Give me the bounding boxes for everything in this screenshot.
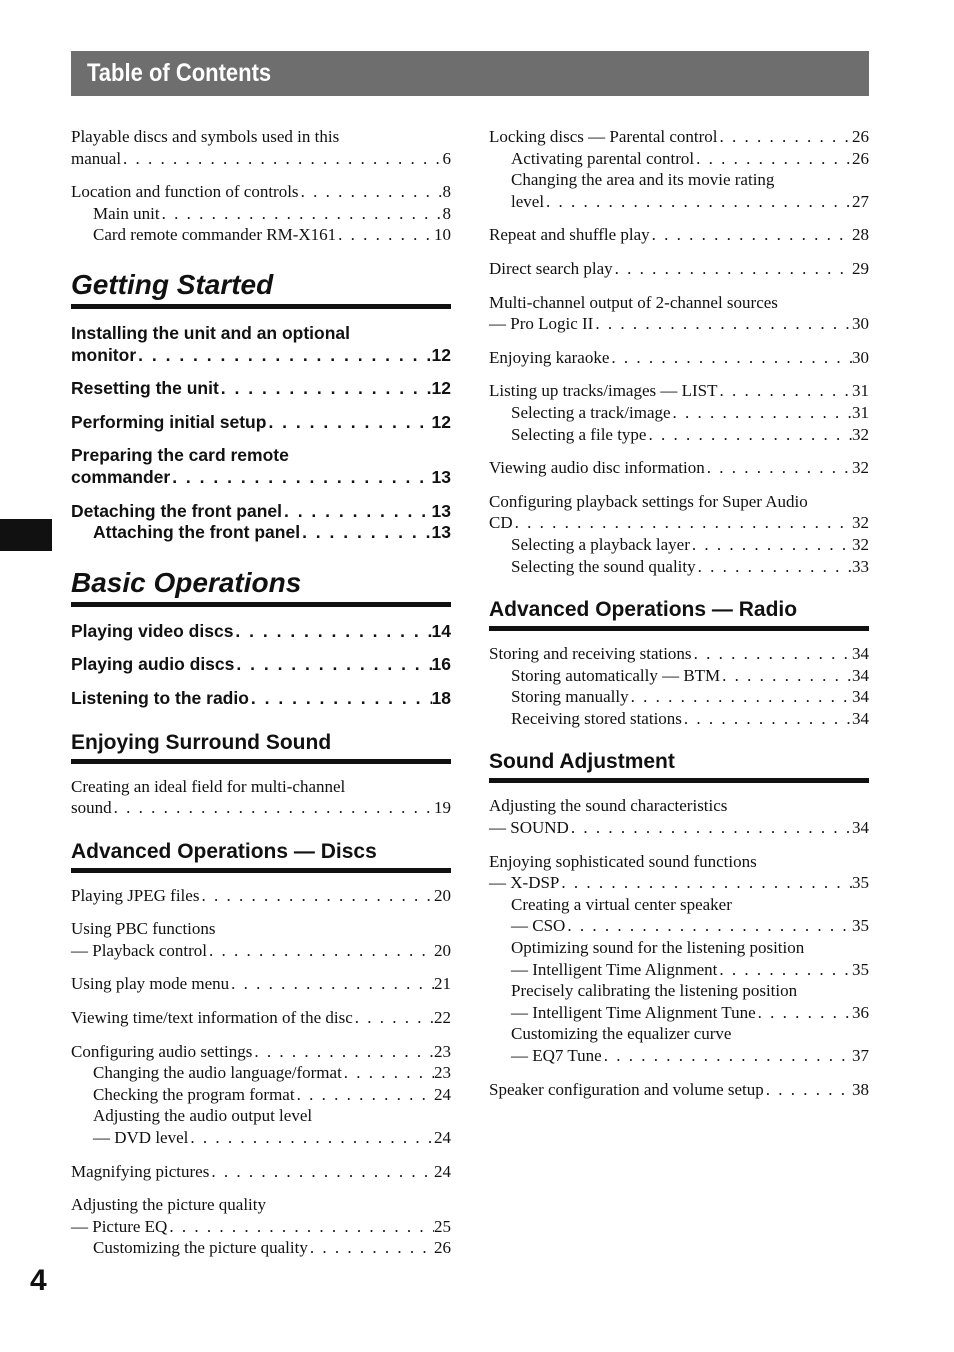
dot-leader [252, 1041, 434, 1063]
page-title: Table of Contents [87, 59, 272, 87]
toc-entry[interactable] [489, 1079, 869, 1101]
toc-entry[interactable] [489, 795, 869, 838]
dot-leader [219, 378, 432, 400]
chapter-tab-marker [0, 519, 52, 551]
toc-entry-title: Performing initial setup [71, 411, 267, 432]
toc-subentry-line [489, 980, 869, 1002]
toc-entry-title: Location and function of controls [71, 182, 299, 202]
dot-leader [209, 1161, 434, 1183]
toc-entry-line [489, 258, 869, 280]
dot-leader [629, 686, 852, 708]
toc-page-number: 26 [852, 148, 869, 168]
toc-entry-line [489, 313, 869, 335]
dot-leader [160, 203, 443, 225]
toc-subentry-line [489, 937, 869, 959]
toc-entry[interactable] [71, 378, 451, 400]
toc-entry[interactable] [71, 412, 451, 434]
toc-page-number: 27 [852, 191, 869, 211]
toc-entry-title: Listening to the radio [71, 687, 249, 708]
toc-entry[interactable] [71, 1161, 451, 1183]
dot-leader [229, 973, 434, 995]
toc-subentry-line [489, 915, 869, 937]
dot-leader [694, 148, 852, 170]
toc-entry-title: Repeat and shuffle play [489, 225, 650, 245]
dot-leader [342, 1062, 434, 1084]
toc-entry-line [71, 323, 451, 345]
toc-entry-line [489, 292, 869, 314]
toc-entry-line [71, 378, 451, 400]
toc-page-number: 31 [852, 381, 869, 401]
toc-subentry-line [489, 665, 869, 687]
dot-leader [692, 643, 852, 665]
toc-entry-title: — Playback control [71, 940, 207, 960]
dot-leader [705, 457, 852, 479]
toc-entry-title: Magnifying pictures [71, 1161, 210, 1181]
toc-page-number: 36 [852, 1002, 869, 1022]
toc-entry-line [71, 412, 451, 434]
toc-entry-title: Playing JPEG files [71, 885, 200, 905]
toc-page-number: 30 [852, 314, 869, 334]
toc-entry-title: — Picture EQ [71, 1216, 168, 1236]
toc-entry[interactable] [489, 292, 869, 335]
toc-entry-line [489, 512, 869, 534]
dot-leader [266, 412, 431, 434]
dot-leader [559, 872, 852, 894]
dot-leader [234, 654, 431, 676]
toc-entry-line [71, 1161, 451, 1183]
dot-leader [720, 665, 852, 687]
toc-entry-title: Viewing audio disc information [489, 458, 705, 478]
toc-entry[interactable] [489, 347, 869, 369]
toc-entry-line [71, 654, 451, 676]
dot-leader [295, 1084, 434, 1106]
subsection-heading-advanced-operations-radio: Advanced Operations — Radio [489, 597, 869, 631]
toc-entry-line [71, 1007, 451, 1029]
toc-entry[interactable] [71, 885, 451, 907]
page-number: 4 [30, 1264, 47, 1297]
dot-leader [170, 467, 431, 489]
toc-entry-title: Changing the audio language/format [93, 1063, 342, 1083]
toc-entry-title: Storing automatically — BTM [511, 665, 721, 685]
toc-entry-title: Speaker configuration and volume setup [489, 1079, 764, 1099]
toc-subentry-line [489, 1045, 869, 1067]
dot-leader [136, 345, 431, 367]
toc-subentry-line [71, 1127, 451, 1149]
toc-entry-title: Changing the area and its movie rating [511, 170, 775, 190]
toc-entry-title: Using PBC functions [71, 919, 216, 939]
toc-entry-title: Storing manually [511, 687, 629, 707]
toc-subentry-line [489, 686, 869, 708]
toc-page-number: 21 [434, 974, 451, 994]
toc-entry-title: CD [489, 513, 513, 533]
toc-entry-line [489, 347, 869, 369]
toc-subentry-line [489, 959, 869, 981]
toc-entry-title: Selecting a file type [511, 424, 647, 444]
toc-entry-line [489, 457, 869, 479]
dot-leader [682, 708, 852, 730]
toc-entry-line [71, 1041, 451, 1063]
subsection-heading-enjoying-surround-sound: Enjoying Surround Sound [71, 730, 451, 764]
toc-page-number: 32 [852, 513, 869, 533]
toc-entry-title: Using play mode menu [71, 974, 230, 994]
dot-leader [188, 1127, 434, 1149]
toc-page-number: 34 [852, 665, 869, 685]
toc-entry-line [71, 345, 451, 367]
dot-leader [569, 817, 852, 839]
toc-entry[interactable] [489, 491, 869, 577]
toc-header-bar [71, 51, 869, 96]
toc-entry-line [71, 148, 451, 170]
toc-entry-line [71, 1216, 451, 1238]
toc-page-number: 14 [431, 620, 451, 641]
toc-entry-title: — Pro Logic II [489, 314, 594, 334]
toc-page-number: 32 [852, 424, 869, 444]
toc-entry-title: commander [71, 466, 171, 487]
dot-leader [249, 688, 432, 710]
dot-leader [282, 501, 432, 523]
toc-subentry-line [489, 424, 869, 446]
toc-entry-title: Main unit [93, 203, 160, 223]
toc-entry[interactable] [489, 224, 869, 246]
toc-entry-line [489, 872, 869, 894]
dot-leader [764, 1079, 852, 1101]
dot-leader [299, 181, 443, 203]
toc-page-number: 8 [442, 182, 451, 202]
toc-left-column [71, 126, 451, 1271]
toc-page-number: 34 [852, 708, 869, 728]
toc-entry-title: Locking discs — Parental control [489, 127, 718, 146]
toc-entry-line [71, 885, 451, 907]
toc-entry-line [489, 491, 869, 513]
toc-entry[interactable] [71, 501, 451, 544]
toc-entry-title: Activating parental control [511, 148, 695, 168]
toc-entry-title: Selecting a playback layer [511, 534, 690, 554]
toc-entry[interactable] [489, 643, 869, 729]
toc-entry[interactable] [71, 918, 451, 961]
dot-leader [690, 534, 852, 556]
dot-leader [167, 1216, 434, 1238]
toc-subentry-line [489, 191, 869, 213]
toc-page-number: 13 [431, 500, 451, 521]
toc-entry-title: Customizing the equalizer curve [511, 1024, 732, 1044]
toc-subentry-line [71, 224, 451, 246]
dot-leader [650, 224, 852, 246]
dot-leader [121, 148, 442, 170]
toc-entry-title: Playing audio discs [71, 654, 235, 675]
toc-subentry-line [489, 1002, 869, 1024]
toc-page-number: 38 [852, 1079, 869, 1099]
toc-entry-title: — CSO [511, 916, 566, 936]
dot-leader [544, 191, 852, 213]
toc-entry[interactable] [489, 457, 869, 479]
dot-leader [593, 313, 852, 335]
toc-entry[interactable] [71, 776, 451, 819]
toc-page-number: 32 [852, 534, 869, 554]
toc-entry-title: Configuring playback settings for Super Audio [489, 491, 808, 511]
toc-entry-line [71, 126, 451, 148]
dot-leader [233, 621, 431, 643]
toc-entry-line [71, 940, 451, 962]
dot-leader [336, 224, 434, 246]
toc-entry[interactable] [71, 654, 451, 676]
toc-entry-title: — EQ7 Tune [511, 1046, 602, 1065]
toc-page-number: 28 [852, 225, 869, 245]
toc-subentry-line [71, 203, 451, 225]
toc-page-number: 12 [431, 411, 451, 432]
dot-leader [718, 126, 852, 148]
toc-subentry-line [489, 169, 869, 191]
dot-leader [756, 1002, 852, 1024]
toc-entry-title: Resetting the unit [71, 378, 219, 399]
toc-subentry-line [489, 148, 869, 170]
dot-leader [112, 797, 434, 819]
toc-page-number: 24 [434, 1161, 451, 1181]
toc-entry[interactable] [489, 126, 869, 212]
toc-entry[interactable] [71, 181, 451, 246]
toc-entry-line [71, 621, 451, 643]
dot-leader [671, 402, 852, 424]
toc-page-number: 24 [434, 1084, 451, 1104]
toc-subentry-line [71, 1105, 451, 1127]
toc-entry-title: — Intelligent Time Alignment Tune [511, 1002, 756, 1022]
toc-entry-title: Installing the unit and an optional [71, 322, 351, 343]
toc-page-number: 35 [852, 873, 869, 893]
toc-page-number: 25 [434, 1216, 451, 1236]
toc-page-number: 16 [431, 654, 451, 675]
toc-entry-line [71, 1194, 451, 1216]
toc-entry-title: Checking the program format [93, 1084, 295, 1104]
toc-entry-title: Creating an ideal field for multi-channel [71, 776, 346, 796]
dot-leader [602, 1045, 852, 1067]
toc-entry-title: Detaching the front panel [71, 500, 282, 521]
toc-entry[interactable] [71, 688, 451, 710]
toc-entry[interactable] [71, 1007, 451, 1029]
toc-entry-title: — SOUND [489, 818, 569, 838]
toc-entry[interactable] [71, 323, 451, 366]
toc-page-number: 24 [434, 1128, 451, 1148]
toc-entry-line [71, 501, 451, 523]
subsection-heading-sound-adjustment: Sound Adjustment [489, 749, 869, 783]
toc-page-number: 20 [434, 885, 451, 905]
toc-entry-title: Playable discs and symbols used in this [71, 127, 340, 146]
toc-entry-title: Adjusting the audio output level [93, 1106, 313, 1126]
toc-entry-line [71, 973, 451, 995]
toc-entry-title: sound [71, 798, 112, 818]
toc-subentry-line [71, 1237, 451, 1259]
toc-entry-title: Enjoying karaoke [489, 347, 610, 367]
toc-entry-line [71, 181, 451, 203]
toc-subentry-line [489, 534, 869, 556]
dot-leader [613, 258, 852, 280]
toc-right-column [489, 126, 869, 1112]
toc-entry-title: Adjusting the sound characteristics [489, 796, 728, 816]
toc-entry-title: monitor [71, 344, 137, 365]
toc-entry[interactable] [71, 973, 451, 995]
dot-leader [308, 1237, 434, 1259]
toc-entry-title: Selecting the sound quality [511, 556, 696, 576]
toc-entry-line [489, 224, 869, 246]
dot-leader [513, 512, 852, 534]
toc-entry-title: Playing video discs [71, 620, 234, 641]
toc-page-number: 19 [434, 798, 451, 818]
toc-entry-title: Preparing the card remote [71, 445, 289, 466]
toc-subentry-line [71, 1062, 451, 1084]
toc-entry[interactable] [71, 621, 451, 643]
toc-page-number: 23 [434, 1063, 451, 1083]
toc-entry-line [489, 851, 869, 873]
toc-entry-title: Multi-channel output of 2-channel sources [489, 292, 778, 312]
toc-page-number: 13 [431, 466, 451, 487]
toc-subentry-line [489, 402, 869, 424]
toc-page-number: 33 [852, 556, 869, 576]
toc-page-number: 6 [442, 148, 451, 168]
toc-entry-title: Optimizing sound for the listening position [511, 938, 805, 958]
dot-leader [353, 1007, 434, 1029]
section-heading-getting-started: Getting Started [71, 268, 451, 309]
toc-entry-title: Selecting a track/image [511, 402, 671, 422]
toc-entry-line [71, 688, 451, 710]
toc-page-number: 10 [434, 225, 451, 245]
dot-leader [646, 424, 852, 446]
dot-leader [717, 959, 852, 981]
toc-page-number: 22 [434, 1008, 451, 1028]
toc-subentry-line [489, 1023, 869, 1045]
dot-leader [565, 915, 852, 937]
toc-subentry-line [489, 556, 869, 578]
toc-entry-line [71, 797, 451, 819]
toc-entry-title: Configuring audio settings [71, 1041, 253, 1061]
toc-page-number: 18 [431, 687, 451, 708]
toc-entry[interactable] [71, 126, 451, 169]
toc-entry-line [489, 1079, 869, 1101]
toc-entry-line [489, 643, 869, 665]
section-heading-basic-operations: Basic Operations [71, 566, 451, 607]
toc-page-number: 12 [431, 344, 451, 365]
toc-entry[interactable] [71, 1194, 451, 1259]
toc-page-number: 26 [852, 127, 869, 146]
toc-page-number: 23 [434, 1041, 451, 1061]
dot-leader [696, 556, 852, 578]
toc-entry[interactable] [71, 445, 451, 488]
toc-entry-line [489, 126, 869, 148]
toc-entry-line [71, 776, 451, 798]
dot-leader [300, 522, 431, 544]
toc-page-number: 34 [852, 644, 869, 664]
subsection-heading-advanced-operations-discs: Advanced Operations — Discs [71, 839, 451, 873]
toc-page-number: 35 [852, 916, 869, 936]
dot-leader [199, 885, 434, 907]
toc-subentry-line [71, 1084, 451, 1106]
toc-entry-title: — Intelligent Time Alignment [511, 959, 718, 979]
toc-page-number: 26 [434, 1238, 451, 1258]
toc-page-number: 30 [852, 347, 869, 367]
toc-subentry-line [489, 894, 869, 916]
toc-page-number: 37 [852, 1046, 869, 1065]
toc-page-number: 12 [431, 378, 451, 399]
toc-entry-title: manual [71, 148, 122, 168]
dot-leader [609, 347, 852, 369]
toc-subentry-line [489, 708, 869, 730]
toc-entry-title: Enjoying sophisticated sound functions [489, 851, 757, 871]
toc-entry-title: Listing up tracks/images — LIST [489, 381, 718, 401]
toc-entry[interactable] [71, 1041, 451, 1149]
toc-entry-title: Adjusting the picture quality [71, 1195, 266, 1215]
toc-page-number: 29 [852, 258, 869, 278]
toc-entry-title: Creating a virtual center speaker [511, 894, 732, 914]
toc-page-number: 8 [442, 203, 451, 223]
toc-entry-title: Viewing time/text information of the disc [71, 1008, 353, 1028]
toc-page-number: 31 [852, 402, 869, 422]
toc-entry-title: — X-DSP [489, 873, 560, 893]
toc-page-number: 13 [431, 522, 451, 543]
toc-page-number: 34 [852, 687, 869, 707]
toc-entry-line [71, 467, 451, 489]
dot-leader [718, 380, 852, 402]
toc-entry-title: Precisely calibrating the listening position [511, 981, 798, 1001]
toc-entry-line [71, 445, 451, 467]
dot-leader [207, 940, 434, 962]
toc-page-number: 34 [852, 818, 869, 838]
toc-entry-title: Card remote commander RM-X161 [93, 225, 337, 245]
toc-entry-title: Storing and receiving stations [489, 644, 692, 664]
toc-page-number: 35 [852, 959, 869, 979]
toc-entry-title: Attaching the front panel [93, 522, 301, 543]
toc-page-number: 20 [434, 940, 451, 960]
toc-entry-line [489, 795, 869, 817]
toc-entry-title: — DVD level [93, 1128, 189, 1148]
toc-entry-line [489, 380, 869, 402]
toc-entry-line [71, 918, 451, 940]
toc-entry-title: Direct search play [489, 258, 613, 278]
toc-entry-title: Customizing the picture quality [93, 1238, 308, 1258]
toc-page-number: 32 [852, 458, 869, 478]
toc-subentry-line [71, 522, 451, 544]
toc-entry[interactable] [489, 380, 869, 445]
toc-entry[interactable] [489, 258, 869, 280]
toc-entry-line [489, 817, 869, 839]
toc-entry-title: Receiving stored stations [511, 708, 682, 728]
toc-entry-title: level [511, 191, 545, 211]
toc-entry[interactable] [489, 851, 869, 1067]
